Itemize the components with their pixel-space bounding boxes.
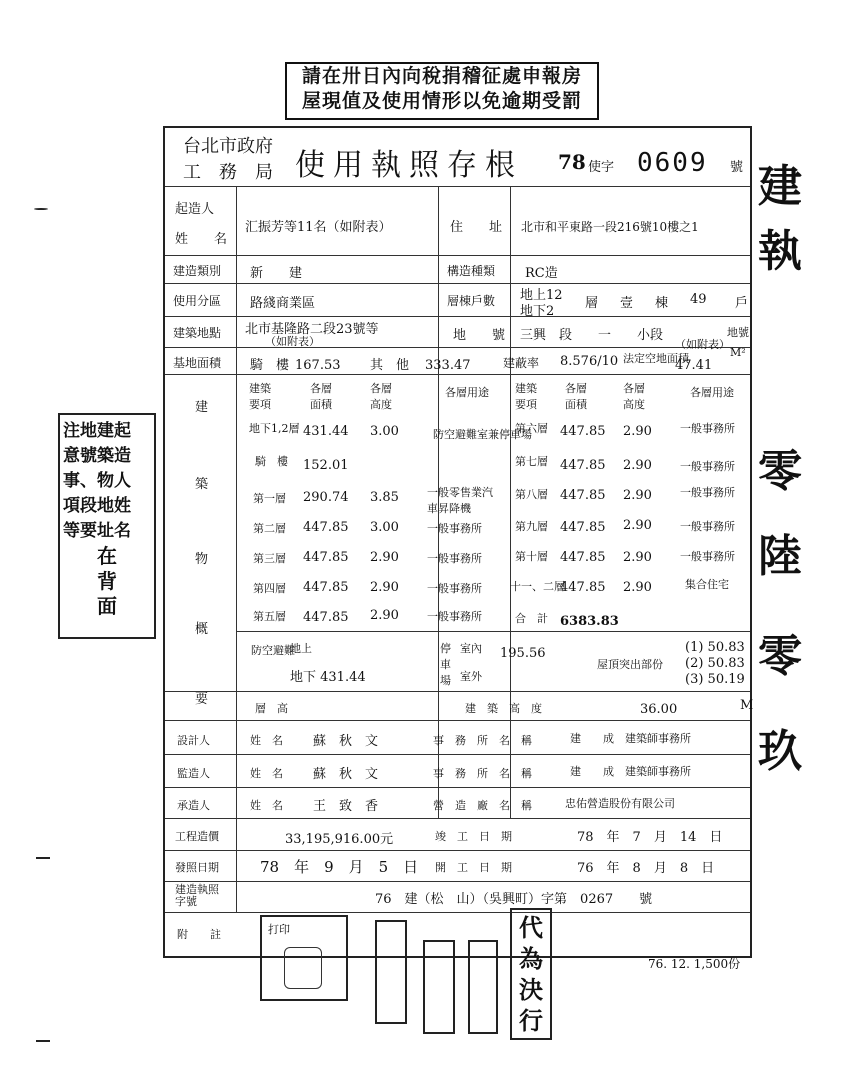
roof-label: 屋頂突出部份	[597, 658, 663, 671]
start-label: 開 工 日 期	[435, 861, 512, 874]
address-label: 住 址	[450, 220, 503, 235]
issue-date: 78 年 9 月 5 日	[260, 858, 419, 876]
issue-label: 發照日期	[175, 861, 219, 874]
print-stamp-label: 打印	[268, 923, 290, 936]
structure-label: 構造種類	[447, 264, 496, 278]
roof-2: (2) 50.83	[685, 656, 745, 671]
area-label: 基地面積	[173, 356, 222, 370]
floor-use: 一般事務所	[680, 486, 735, 499]
floor-use: 一般零售業汽車昇降機	[427, 486, 493, 515]
site-note: （如附表）	[265, 335, 320, 348]
floor-area: 447.85	[560, 580, 606, 595]
floor-height: 3.85	[370, 490, 399, 505]
floor-name: 第六層	[515, 422, 548, 435]
org-line-2: 工 務 局	[183, 162, 273, 183]
lot-label: 地 號	[453, 328, 506, 343]
side-note-line-3: 事、物人	[63, 471, 131, 491]
contractor-label: 承造人	[177, 799, 210, 812]
floor-area: 447.85	[560, 488, 606, 503]
col-use-left: 各層用途	[445, 386, 489, 399]
type-label: 建造類別	[173, 264, 222, 278]
permit-label: 建造執照字號	[175, 883, 219, 908]
bldg-side-3: 物	[195, 552, 209, 567]
margin-char-5: 零	[758, 631, 802, 682]
margin-char-6: 玖	[758, 726, 802, 777]
bldg-h-label: 建 築 高 度	[465, 702, 542, 715]
area-arcade: 167.53	[295, 358, 341, 373]
floor-area: 447.85	[303, 610, 349, 625]
side-note-line-8: 面	[97, 594, 117, 618]
cost: 33,195,916.00元	[285, 832, 394, 847]
bldg-side-4: 概	[195, 622, 209, 637]
floors-label: 層棟戶數	[447, 294, 496, 308]
floor-height: 2.90	[623, 458, 652, 473]
note-label: 附 註	[177, 928, 221, 941]
col-height-right: 各層高度	[623, 382, 645, 411]
floor-area: 431.44	[303, 424, 349, 439]
floor-height: 2.90	[623, 424, 652, 439]
margin-char-4: 陸	[758, 531, 802, 582]
supervisor-label: 監造人	[177, 767, 210, 780]
floor-name: 第四層	[253, 582, 286, 595]
floor-name: 第五層	[253, 610, 286, 623]
margin-mark	[34, 208, 48, 210]
shelter-label: 防空避難	[251, 644, 295, 657]
floor-height: 3.00	[370, 424, 399, 439]
parking-out: 室外	[460, 670, 482, 683]
supervisor-office: 建 成 建築師事務所	[570, 765, 691, 778]
permit-suffix: 號	[730, 160, 744, 175]
floor-name: 第二層	[253, 522, 286, 535]
floor-height: 2.90	[623, 550, 652, 565]
contractor-name-label: 姓 名	[250, 799, 283, 812]
side-note-line-1: 注地建起	[63, 421, 131, 441]
site-label: 建築地點	[173, 326, 222, 340]
floor-name: 十一、二層	[510, 580, 565, 593]
floors-above: 地上12	[520, 288, 563, 303]
designer-label: 設計人	[177, 734, 210, 747]
designer-name: 蘇 秋 文	[313, 734, 379, 749]
floor-height: 2.90	[370, 608, 399, 623]
roof-1: (1) 50.83	[685, 640, 745, 655]
legal-m2: M²	[730, 346, 746, 359]
print-stamp-box	[260, 915, 348, 1001]
org-line-1: 台北市政府	[183, 136, 273, 157]
bldg-side-2: 築	[195, 477, 209, 492]
floor-area: 447.85	[303, 580, 349, 595]
floor-use: 一般事務所	[680, 460, 735, 473]
parking-in: 室內	[460, 642, 482, 655]
floor-use: 防空避難室兼停車場	[433, 428, 532, 441]
floor-use: 集合住宅	[685, 578, 729, 591]
contractor-name: 王 致 香	[313, 799, 379, 814]
floor-height: 2.90	[623, 488, 652, 503]
structure-value: RC造	[525, 266, 558, 281]
floor-use: 一般事務所	[680, 550, 735, 563]
designer-office-label: 事 務 所 名 稱	[433, 734, 532, 747]
signature-stamp-3	[468, 940, 498, 1034]
name-label: 姓 名	[175, 232, 228, 247]
col-height-left: 各層高度	[370, 382, 392, 411]
contractor-firm: 忠佑營造股份有限公司	[565, 797, 675, 810]
permit-no: 76 建（松 山）（吳興町）字第 0267 號	[375, 892, 653, 907]
area-other-label: 其 他	[370, 358, 410, 373]
contractor-firm-label: 營 造 廠 名 稱	[433, 799, 532, 812]
side-note-line-2: 意號築造	[63, 446, 131, 466]
col-use-right: 各層用途	[690, 386, 734, 399]
floor-unit: 層	[585, 296, 599, 311]
col-item-left: 建築要項	[249, 382, 271, 411]
roof-3: (3) 50.19	[685, 672, 745, 687]
margin-mark	[36, 1040, 50, 1042]
side-note-box	[58, 413, 156, 639]
floor-use: 一般事務所	[680, 422, 735, 435]
floor-height: 2.90	[623, 580, 652, 595]
floor-height: 2.90	[370, 550, 399, 565]
lot-note: （如附表）	[675, 338, 730, 351]
coverage: 8.576/10	[560, 354, 619, 369]
shelter-below: 地下 431.44	[290, 670, 366, 685]
col-area-right: 各層面積	[565, 382, 587, 411]
side-note-line-5: 等要址名	[63, 521, 131, 541]
use-value: 路綫商業區	[250, 296, 316, 311]
floor-area: 447.85	[560, 424, 606, 439]
floor-area: 152.01	[303, 458, 349, 473]
floor-name: 合 計	[515, 612, 548, 625]
bldg-side-1: 建	[195, 400, 209, 415]
site-value: 北市基隆路二段23號等	[245, 322, 379, 337]
floor-height: 3.00	[370, 520, 399, 535]
seal-mark	[284, 947, 322, 989]
approval-stamp-text: 代為決行	[519, 913, 543, 1035]
floor-use: 一般事務所	[427, 610, 482, 623]
floor-area: 6383.83	[560, 614, 619, 629]
signature-stamp-1	[375, 920, 407, 1024]
side-note-line-4: 項段地姓	[63, 496, 131, 516]
parking-in-val: 195.56	[500, 646, 546, 661]
approval-stamp	[510, 908, 552, 1040]
notice-line-2: 屋現值及使用情形以免逾期受罰	[301, 90, 582, 112]
floor-height: 2.90	[623, 518, 652, 533]
signature-stamp-2	[423, 940, 455, 1034]
floor-height: 2.90	[370, 580, 399, 595]
ping-count: 壹	[620, 296, 634, 311]
designer-name-label: 姓 名	[250, 734, 283, 747]
side-note-line-6: 在	[97, 544, 117, 568]
floor-name: 騎 樓	[255, 455, 288, 468]
floor-area: 447.85	[560, 458, 606, 473]
side-note-line-7: 背	[97, 569, 117, 593]
floor-name: 第三層	[253, 552, 286, 565]
margin-char-3: 零	[758, 446, 802, 497]
supervisor-name-label: 姓 名	[250, 767, 283, 780]
builder-value: 汇振芳等11名（如附表）	[245, 220, 392, 235]
floor-area: 447.85	[303, 550, 349, 565]
households-unit: 戶	[735, 296, 749, 311]
area-other: 333.47	[425, 358, 471, 373]
floor-area: 447.85	[560, 550, 606, 565]
floors-below: 地下2	[520, 304, 555, 319]
address-value: 北市和平東路一段216號10樓之1	[521, 220, 699, 234]
parking-label: 停車場	[440, 642, 451, 687]
margin-char-1: 建	[758, 161, 802, 212]
households: 49	[690, 292, 707, 307]
use-label: 使用分區	[173, 294, 222, 308]
bldg-unit: 棟	[655, 296, 669, 311]
notice-line-1: 請在卅日內向稅捐稽征處申報房	[301, 65, 582, 87]
floor-h-label: 層 高	[255, 702, 288, 715]
floor-use: 一般事務所	[427, 582, 482, 595]
cost-label: 工程造價	[175, 830, 219, 843]
shelter-above: 地上	[290, 642, 312, 655]
floor-name: 第一層	[253, 492, 286, 505]
notice-box	[285, 62, 599, 120]
floor-use: 一般事務所	[427, 552, 482, 565]
floor-name: 第七層	[515, 455, 548, 468]
permit-year: 78	[558, 150, 586, 174]
lot-suffix: 地號	[727, 326, 749, 339]
col-area-left: 各層面積	[310, 382, 332, 411]
builder-label: 起造人	[175, 202, 215, 217]
floor-use: 一般事務所	[427, 522, 482, 535]
done-label: 竣 工 日 期	[435, 830, 512, 843]
floor-area: 447.85	[303, 520, 349, 535]
bldg-height: 36.00	[640, 702, 678, 717]
floor-name: 第十層	[515, 550, 548, 563]
footer-print-count: 76. 12. 1,500份	[648, 957, 741, 971]
col-item-right: 建築要項	[515, 382, 537, 411]
permit-ref-char: 使字	[588, 160, 615, 175]
legal-label: 法定空地面積	[623, 352, 689, 365]
floor-area: 447.85	[560, 520, 606, 535]
coverage-label: 建蔽率	[503, 356, 540, 370]
margin-mark	[36, 857, 50, 859]
page-title: 使用執照存根	[295, 148, 523, 183]
floor-name: 地下1,2層	[249, 422, 300, 435]
start-date: 76 年 8 月 8 日	[577, 861, 715, 876]
type-value: 新 建	[250, 266, 303, 281]
supervisor-name: 蘇 秋 文	[313, 767, 379, 782]
area-arcade-label: 騎 樓	[250, 358, 290, 373]
floor-name: 第八層	[515, 488, 548, 501]
designer-office: 建 成 建築師事務所	[570, 732, 691, 745]
done-date: 78 年 7 月 14 日	[577, 830, 723, 845]
bldg-side-5: 要	[195, 692, 209, 707]
floor-name: 第九層	[515, 520, 548, 533]
margin-char-2: 執	[758, 226, 802, 277]
floor-use: 一般事務所	[680, 520, 735, 533]
permit-number: 0609	[637, 148, 708, 178]
bldg-h-unit: M	[740, 698, 754, 713]
lot-value: 三興 段 一 小段	[520, 328, 664, 343]
legal: 47.41	[675, 358, 713, 373]
floor-area: 290.74	[303, 490, 349, 505]
supervisor-office-label: 事 務 所 名 稱	[433, 767, 532, 780]
